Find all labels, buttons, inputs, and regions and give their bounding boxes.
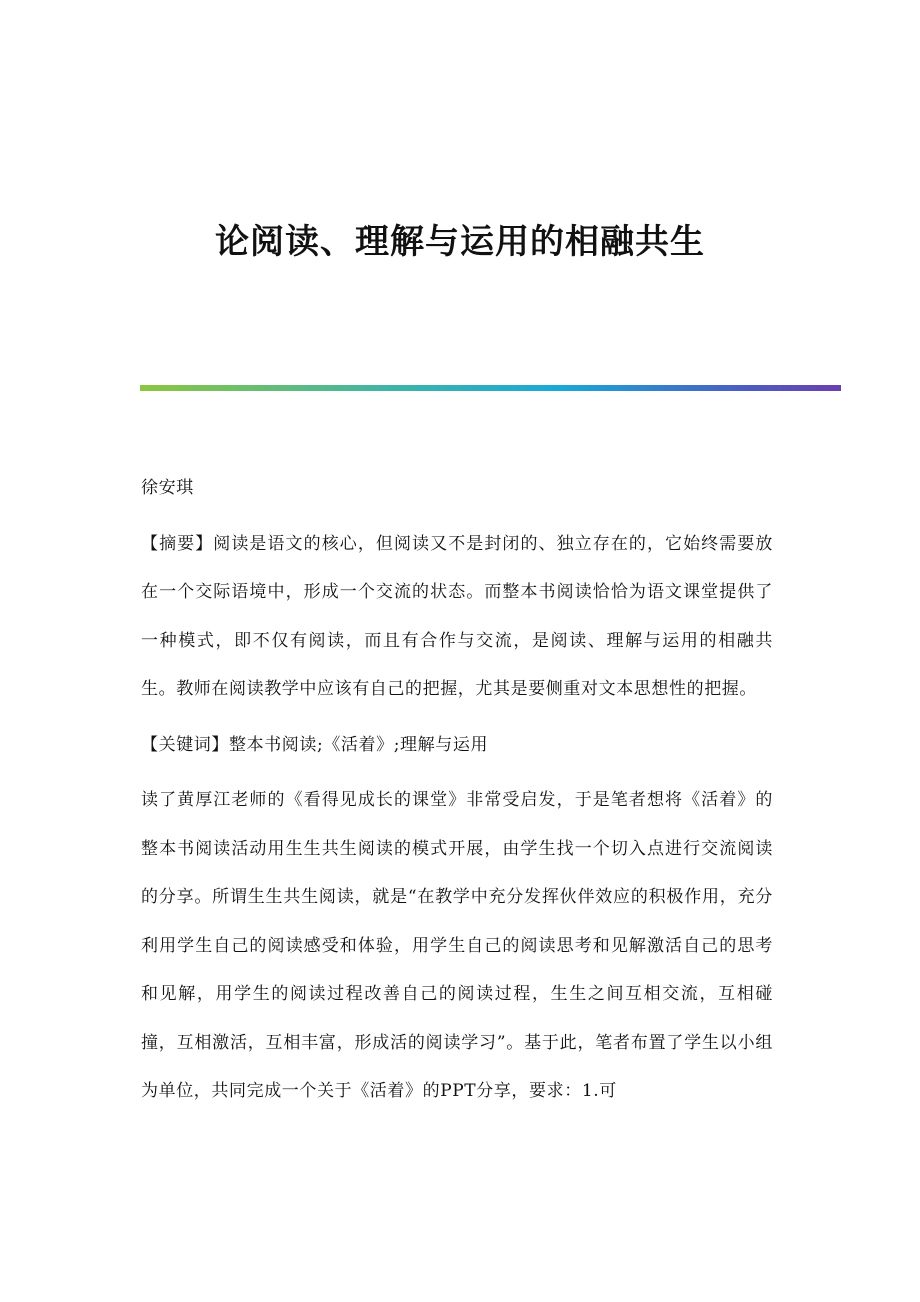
keywords-label: 【关键词】 [141,734,229,755]
gradient-divider [140,385,841,391]
keywords-paragraph [141,721,773,770]
author-name: 徐安琪 [141,478,194,498]
document-title: 论阅读、理解与运用的相融共生 [215,222,705,262]
keywords-text: 整本书阅读;《活着》;理解与运用 [229,734,489,755]
abstract-label: 【摘要】 [141,533,214,554]
document-body [141,464,773,1123]
abstract-paragraph [141,520,773,714]
body-paragraph: 读了黄厚江老师的《看得见成长的课堂》非常受启发，于是笔者想将《活着》的整本书阅读活动用生生共生阅读的模式开展，由学生找一个切入点进行交流阅读的分享。所谓生生共生阅读，就是“在教学中充分发挥伙伴效应的积极作用，充分利用学生自己的阅读感受和体验，用学生自己的阅读思考和见解激活自己的思考和见解，用学生的阅读过程改善自己的阅读过程，生生之间互相交流，互相碰撞，互相激活，互相丰富，形成活的阅读学习”。基于此，笔者布置了学生以小组为单位，共同完成一个关于《活着》的PPT分享，要求：1.可 [141,790,773,1101]
abstract-text: 阅读是语文的核心，但阅读又不是封闭的、独立存在的，它始终需要放在一个交际语境中，形成一个交流的状态。而整本书阅读恰恰为语文课堂提供了一种模式，即不仅有阅读，而且有合作与交流，是阅读、理解与运用的相融共生。教师在阅读教学中应该有自己的把握，尤其是要侧重对文本思想性的把握。 [141,533,773,699]
